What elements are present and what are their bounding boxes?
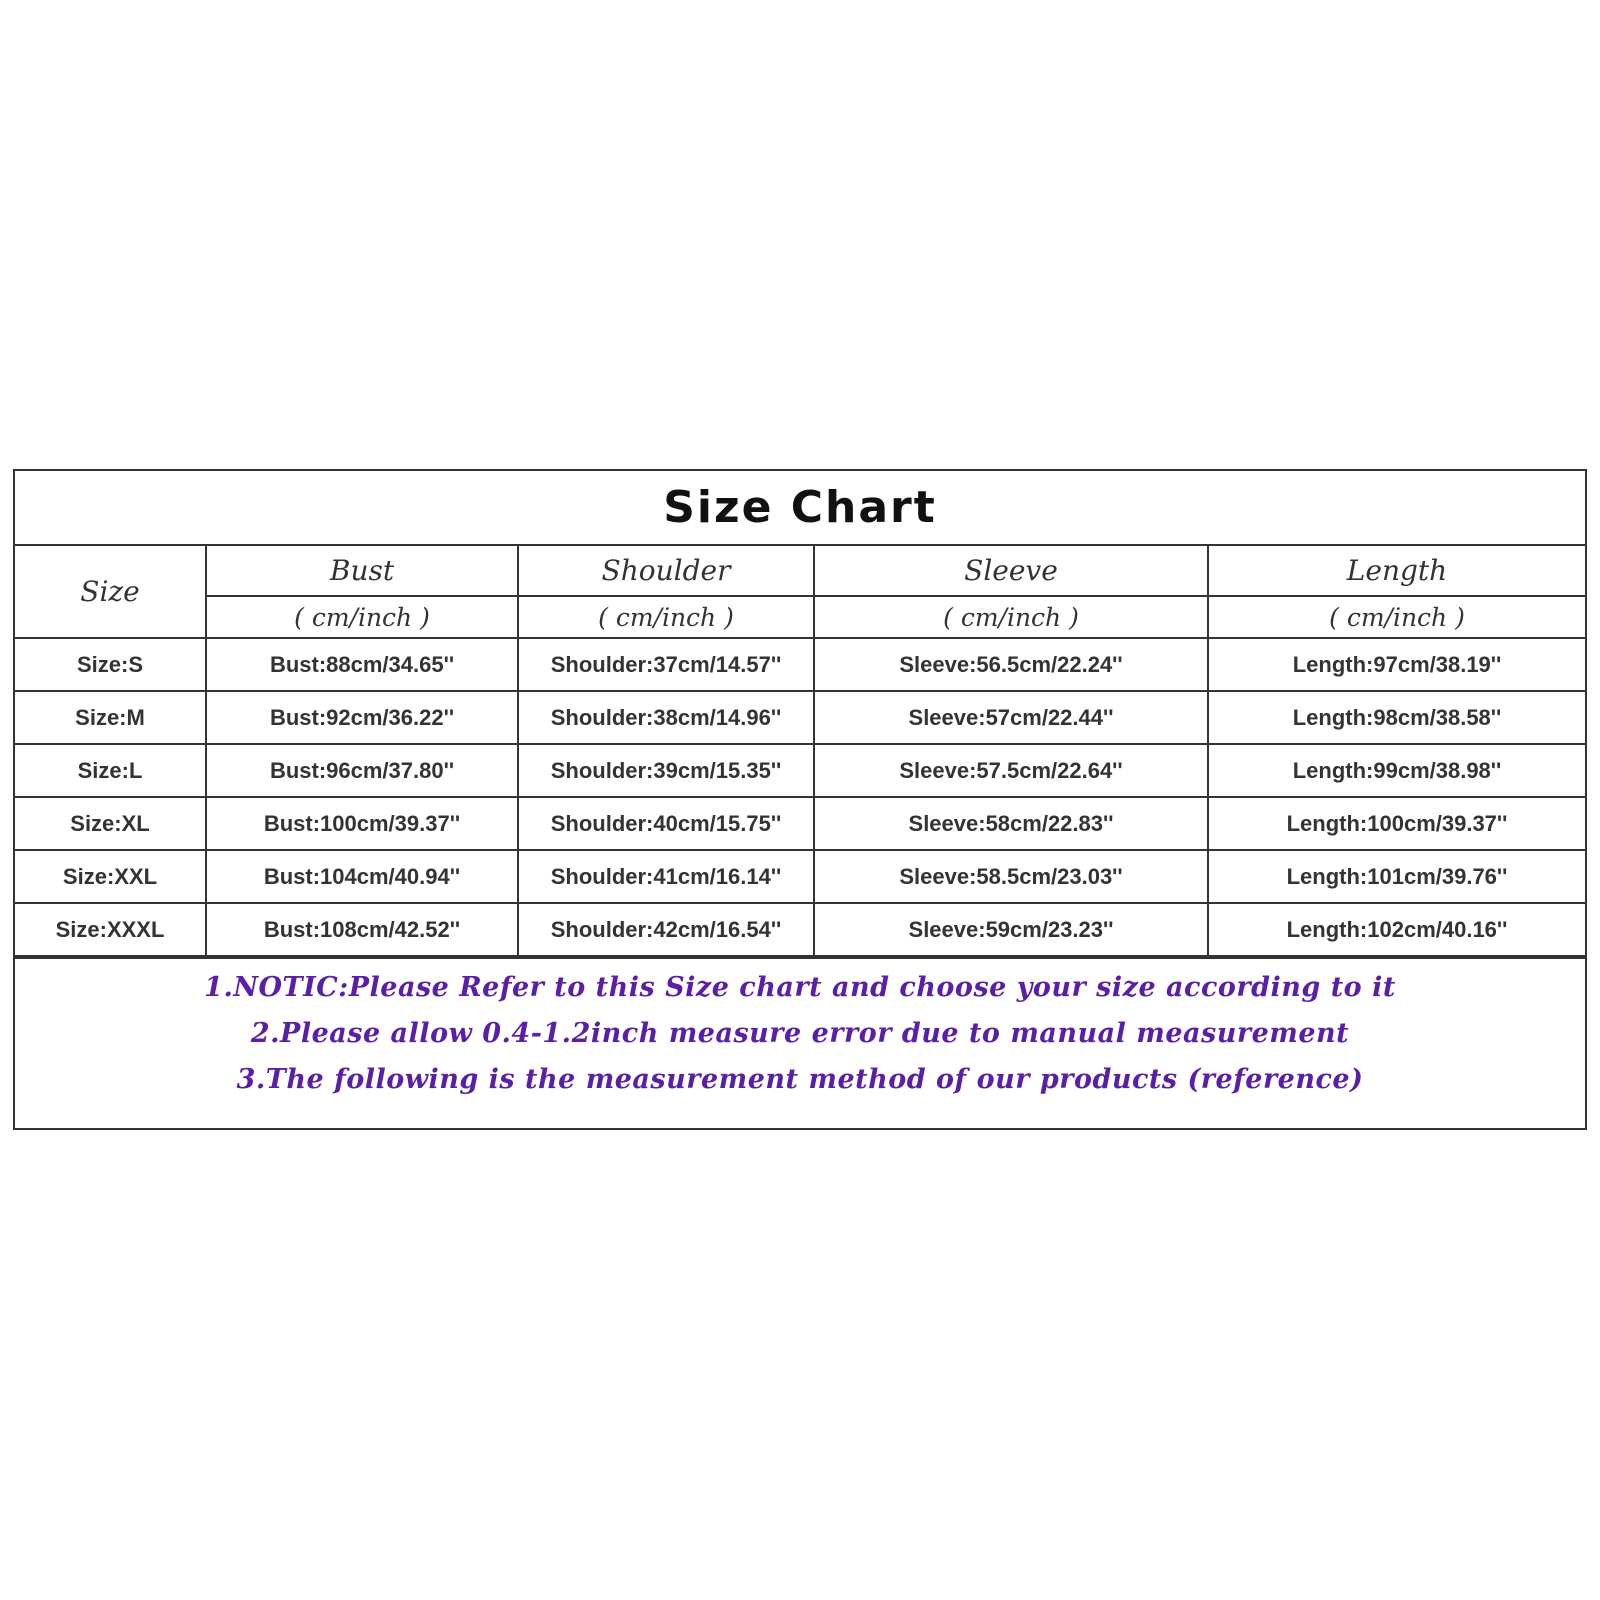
size-cell: Size:L [15, 744, 206, 797]
length-cell: Length:97cm/38.19'' [1208, 638, 1585, 691]
shoulder-cell: Shoulder:40cm/15.75'' [518, 797, 814, 850]
table-row [15, 638, 1585, 691]
bust-cell: Bust:88cm/34.65'' [206, 638, 518, 691]
size-cell: Size:XXL [15, 850, 206, 903]
bust-cell: Bust:96cm/37.80'' [206, 744, 518, 797]
sleeve-cell: Sleeve:59cm/23.23'' [814, 903, 1208, 956]
size-cell: Size:S [15, 638, 206, 691]
length-cell: Length:98cm/38.58'' [1208, 691, 1585, 744]
length-cell: Length:100cm/39.37'' [1208, 797, 1585, 850]
sleeve-cell: Sleeve:56.5cm/22.24'' [814, 638, 1208, 691]
length-cell: Length:99cm/38.98'' [1208, 744, 1585, 797]
size-cell: Size:XXXL [15, 903, 206, 956]
sleeve-cell: Sleeve:58.5cm/23.03'' [814, 850, 1208, 903]
unit-sleeve: ( cm/inch ) [814, 596, 1208, 638]
bust-cell: Bust:108cm/42.52'' [206, 903, 518, 956]
sleeve-cell: Sleeve:57.5cm/22.64'' [814, 744, 1208, 797]
table-row [15, 903, 1585, 956]
table-row [15, 850, 1585, 903]
unit-length: ( cm/inch ) [1208, 596, 1585, 638]
size-table [15, 546, 1585, 957]
bust-cell: Bust:92cm/36.22'' [206, 691, 518, 744]
size-chart [13, 469, 1587, 1130]
header-row [15, 546, 1585, 596]
shoulder-cell: Shoulder:38cm/14.96'' [518, 691, 814, 744]
note-line: 3.The following is the measurement method of our products (reference) [236, 1064, 1364, 1095]
unit-shoulder: ( cm/inch ) [518, 596, 814, 638]
size-cell: Size:M [15, 691, 206, 744]
unit-row [15, 596, 1585, 638]
shoulder-cell: Shoulder:39cm/15.35'' [518, 744, 814, 797]
note-line: 2.Please allow 0.4-1.2inch measure error due to manual measurement [250, 1018, 1350, 1049]
table-row [15, 797, 1585, 850]
chart-title: Size Chart [663, 482, 937, 533]
note-line: 1.NOTIC:Please Refer to this Size chart and choose your size according to it [204, 972, 1396, 1003]
header-sleeve: Sleeve [814, 546, 1208, 596]
header-bust: Bust [206, 546, 518, 596]
notes-section [15, 957, 1585, 1103]
bust-cell: Bust:100cm/39.37'' [206, 797, 518, 850]
header-length: Length [1208, 546, 1585, 596]
table-row [15, 744, 1585, 797]
size-cell: Size:XL [15, 797, 206, 850]
shoulder-cell: Shoulder:42cm/16.54'' [518, 903, 814, 956]
length-cell: Length:102cm/40.16'' [1208, 903, 1585, 956]
bust-cell: Bust:104cm/40.94'' [206, 850, 518, 903]
unit-bust: ( cm/inch ) [206, 596, 518, 638]
header-shoulder: Shoulder [518, 546, 814, 596]
table-row [15, 691, 1585, 744]
shoulder-cell: Shoulder:41cm/16.14'' [518, 850, 814, 903]
title-row [15, 471, 1585, 546]
sleeve-cell: Sleeve:57cm/22.44'' [814, 691, 1208, 744]
length-cell: Length:101cm/39.76'' [1208, 850, 1585, 903]
header-size: Size [15, 546, 206, 638]
shoulder-cell: Shoulder:37cm/14.57'' [518, 638, 814, 691]
sleeve-cell: Sleeve:58cm/22.83'' [814, 797, 1208, 850]
